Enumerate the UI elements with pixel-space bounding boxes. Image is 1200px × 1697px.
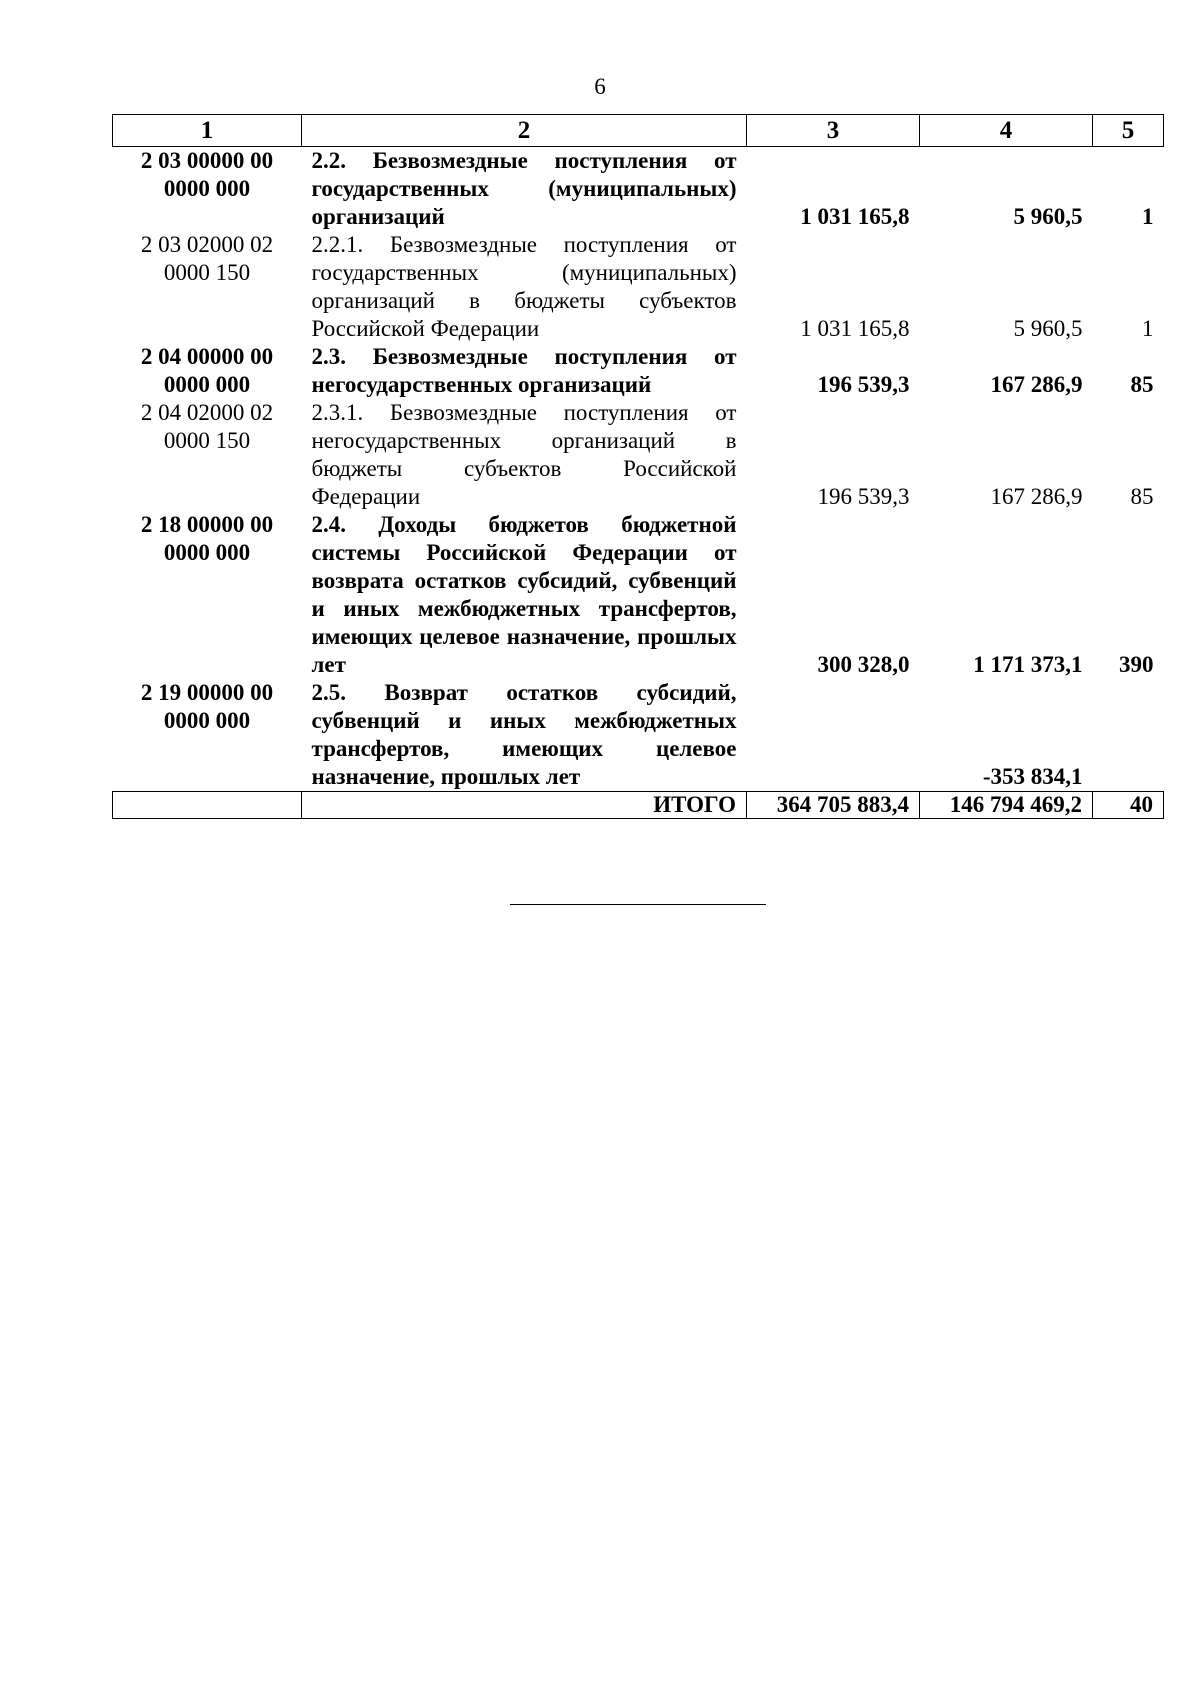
table-row [113, 399, 1164, 511]
total-empty-cell [113, 792, 302, 819]
row-value-5: 85 [1130, 372, 1154, 397]
total-label: ИТОГО [302, 792, 747, 819]
table-row [113, 679, 1164, 792]
row-value-3: 1 031 165,8 [800, 316, 910, 341]
row-code: 2 03 00000 00 0000 000 [140, 148, 274, 201]
row-code: 2 18 00000 00 0000 000 [140, 512, 274, 565]
table-row [113, 147, 1164, 232]
row-value-4: 167 286,9 [990, 372, 1083, 397]
total-value-4: 146 794 469,2 [920, 792, 1093, 819]
row-code: 2 03 02000 02 0000 150 [140, 232, 274, 285]
row-value-5 [1093, 679, 1164, 792]
row-name: 2.5. Возврат остатков субсидий, субвенций и иных межбюджетных трансфертов, имеющих целевое назначение, прошлых лет [311, 680, 737, 789]
end-of-document-line [510, 904, 766, 905]
row-code: 2 04 00000 00 0000 000 [140, 344, 274, 397]
row-value-3: 196 539,3 [817, 484, 910, 509]
table-row [113, 511, 1164, 679]
row-value-3: 1 031 165,8 [800, 204, 910, 229]
table-row [113, 231, 1164, 343]
total-value-5: 40 [1093, 792, 1164, 819]
row-name: 2.2. Безвозмездные поступления от государственных (муниципальных) организаций [311, 148, 737, 229]
row-value-5: 390 [1119, 652, 1154, 677]
row-value-4: 5 960,5 [1013, 316, 1083, 341]
revenue-table [112, 114, 1164, 819]
row-name: 2.4. Доходы бюджетов бюджетной системы Российской Федерации от возврата остатков субсидий, субвенций и иных межбюджетных трансфертов, имеющих целевое назначение, прошлых лет [311, 512, 737, 677]
column-header-5: 5 [1093, 115, 1164, 147]
row-value-4: -353 834,1 [982, 764, 1083, 789]
row-code: 2 19 00000 00 0000 000 [140, 680, 274, 733]
total-value-3: 364 705 883,4 [747, 792, 920, 819]
column-header-1: 1 [113, 115, 302, 147]
row-value-4: 5 960,5 [1013, 204, 1083, 229]
row-value-3 [747, 679, 920, 792]
page-number: 6 [594, 74, 606, 99]
row-name: 2.3. Безвозмездные поступления от негосударственных организаций [311, 344, 737, 397]
column-header-2: 2 [302, 115, 747, 147]
row-code: 2 04 02000 02 0000 150 [140, 400, 274, 453]
total-row [113, 792, 1164, 819]
row-value-5: 1 [1142, 316, 1154, 341]
row-value-3: 300 328,0 [817, 652, 910, 677]
row-value-4: 1 171 373,1 [973, 652, 1083, 677]
column-header-3: 3 [747, 115, 920, 147]
row-value-5: 85 [1130, 484, 1154, 509]
row-value-4: 167 286,9 [990, 484, 1083, 509]
row-value-3: 196 539,3 [817, 372, 910, 397]
column-header-4: 4 [920, 115, 1093, 147]
row-value-5: 1 [1142, 204, 1154, 229]
row-name: 2.2.1. Безвозмездные поступления от государственных (муниципальных) организаций в бюджеты субъектов Российской Федерации [311, 232, 737, 341]
table-row [113, 343, 1164, 399]
row-name: 2.3.1. Безвозмездные поступления от негосударственных организаций в бюджеты субъектов Российской Федерации [311, 400, 737, 509]
table-header-row [113, 115, 1164, 147]
